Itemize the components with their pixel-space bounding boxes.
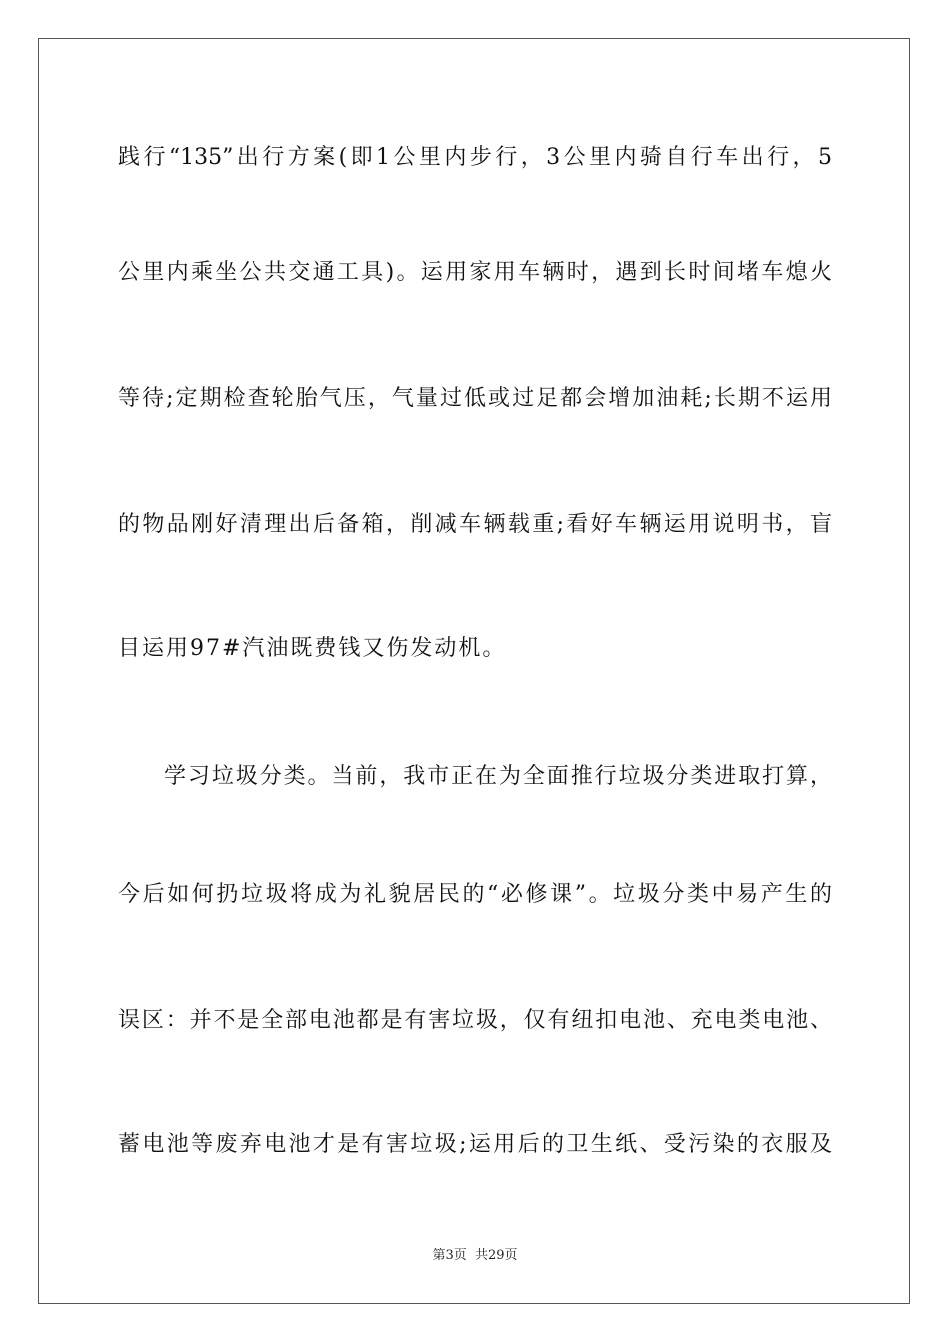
body-line-6: 学习垃圾分类。当前，我市正在为全面推行垃圾分类进取打算， [164, 764, 832, 789]
body-line-1: 践行“135”出行方案(即1公里内步行，3公里内骑自行车出行，5 [118, 145, 832, 170]
body-line-4: 的物品刚好清理出后备箱，削减车辆载重;看好车辆运用说明书，盲 [118, 512, 832, 537]
page-footer [0, 1247, 950, 1265]
body-line-7: 今后如何扔垃圾将成为礼貌居民的“必修课”。垃圾分类中易产生的 [118, 882, 832, 907]
body-line-5: 目运用97#汽油既费钱又伤发动机。 [118, 636, 507, 661]
body-line-9: 蓄电池等废弃电池才是有害垃圾;运用后的卫生纸、受污染的衣服及 [118, 1132, 832, 1157]
page-border [38, 38, 910, 1304]
body-line-2: 公里内乘坐公共交通工具)。运用家用车辆时，遇到长时间堵车熄火 [118, 260, 832, 285]
body-line-3: 等待;定期检查轮胎气压，气量过低或过足都会增加油耗;长期不运用 [118, 386, 832, 411]
page-number-total: 共29页 [474, 1248, 518, 1263]
page-number-current: 第3页 [432, 1248, 467, 1263]
body-line-8: 误区：并不是全部电池都是有害垃圾，仅有纽扣电池、充电类电池、 [118, 1008, 832, 1033]
